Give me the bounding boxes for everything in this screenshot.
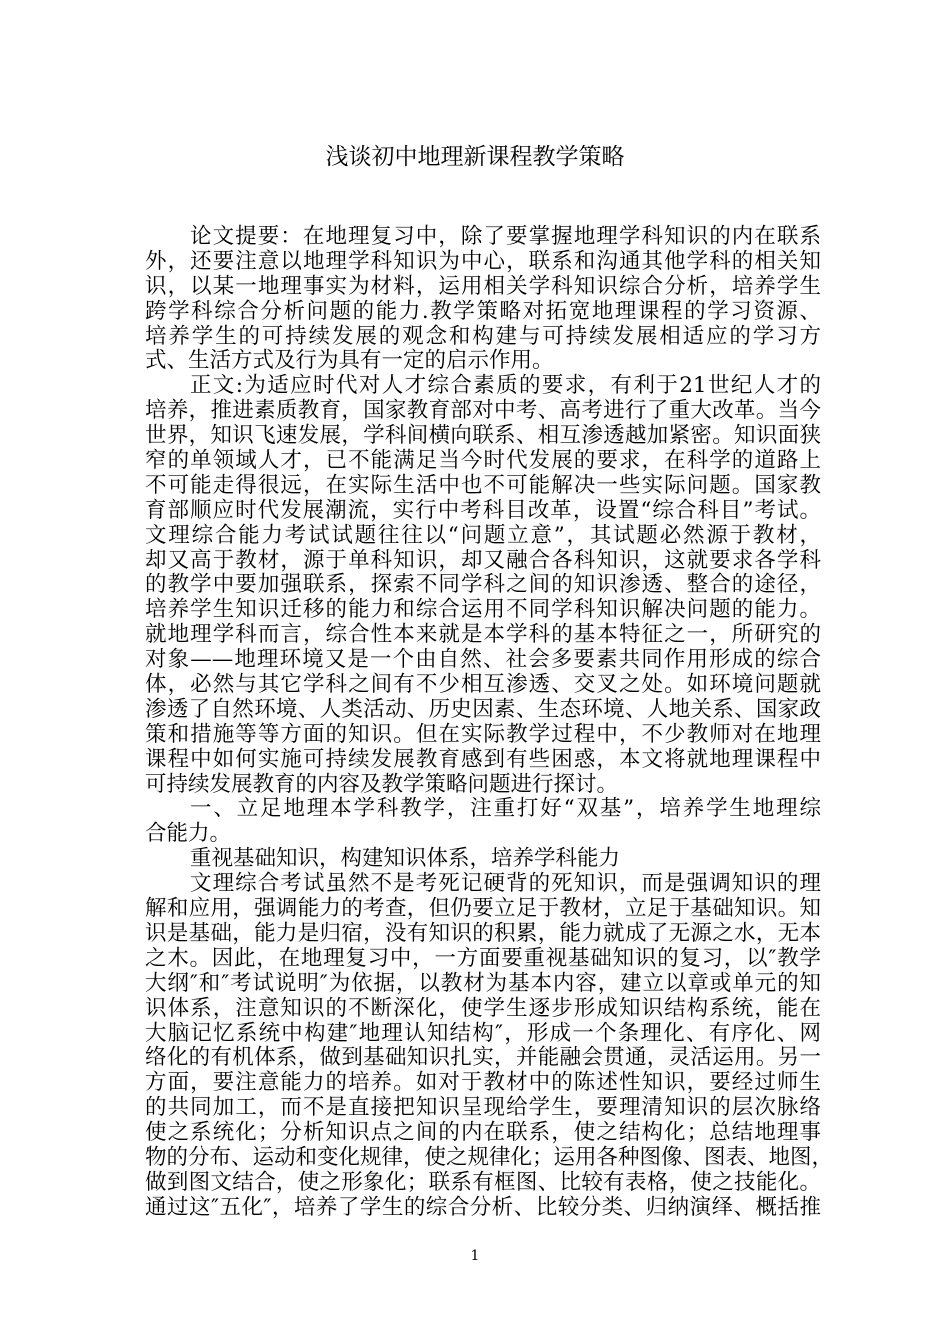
text-line: 就地理学科而言，综合性本来就是本学科的基本特征之一，所研究的 <box>145 622 821 648</box>
text-line: 外，还要注意以地理学科知识为中心，联系和沟通其他学科的相关知 <box>145 248 821 274</box>
text-line: 之木。因此，在地理复习中，一方面要重视基础知识的复习，以″教学 <box>145 945 821 971</box>
section-heading <box>145 797 821 847</box>
text-line: 式、生活方式及行为具有一定的启示作用。 <box>145 348 554 374</box>
text-line: 识体系，注意知识的不断深化，使学生逐步形成知识结构系统，能在 <box>145 995 821 1021</box>
abstract-paragraph <box>145 225 821 374</box>
text-line: 大脑记忆系统中构建″地理认知结构″，形成一个条理化、有序化、网 <box>145 1020 821 1046</box>
document-title: 浅谈初中地理新课程教学策略 <box>325 144 625 170</box>
text-line: 育部顺应时代发展潮流，实行中考科目改革，设置“综合科目”考试。 <box>145 497 821 523</box>
text-line: 使之系统化；分析知识点之间的内在联系，使之结构化；总结地理事 <box>145 1120 821 1146</box>
text-line: 的教学中要加强联系，探索不同学科之间的知识渗透、整合的途径， <box>145 572 821 598</box>
text-line: 大纲″和″考试说明″为依据，以教材为基本内容，建立以章或单元的知 <box>145 970 821 996</box>
text-line: 论文提要：在地理复习中，除了要掌握地理学科知识的内在联系 <box>190 224 821 249</box>
body-paragraph <box>145 871 834 1220</box>
text-line: 却又高于教材，源于单科知识，却又融合各科知识，这就要求各学科 <box>145 547 821 573</box>
text-line: 体，必然与其它学科之间有不少相互渗透、交叉之处。如环境问题就 <box>145 672 821 698</box>
text-line: 正文:为适应时代对人才综合素质的要求，有利于21世纪人才的 <box>190 373 821 399</box>
intro-paragraph <box>145 374 821 797</box>
text-line: 世界，知识飞速发展，学科间横向联系、相互渗透越加紧密。知识面狭 <box>145 423 821 449</box>
text-line: 识，以某一地理事实为材料，运用相关学科知识综合分析，培养学生 <box>145 273 821 299</box>
text-line: 跨学科综合分析问题的能力.教学策略对拓宽地理课程的学习资源、 <box>145 298 821 324</box>
text-line: 识是基础，能力是归宿，没有知识的积累，能力就成了无源之水，无本 <box>145 920 821 946</box>
text-line: 方面，要注意能力的培养。如对于教材中的陈述性知识，要经过师生 <box>145 1070 821 1096</box>
text-line: 的共同加工，而不是直接把知识呈现给学生，要理清知识的层次脉络 <box>145 1095 821 1121</box>
text-line: 窄的单领域人才，已不能满足当今时代发展的要求，在科学的道路上 <box>145 448 821 474</box>
text-line: 解和应用，强调能力的考查，但仍要立足于教材，立足于基础知识。知 <box>145 896 821 922</box>
subsection-heading <box>145 847 821 872</box>
text-line: 文理综合考试虽然不是考死记硬背的死知识，而是强调知识的理 <box>190 871 821 897</box>
text-line: 文理综合能力考试试题往往以“问题立意”，其试题必然源于教材， <box>145 522 821 548</box>
text-line: 做到图文结合，使之形象化；联系有框图、比较有表格，使之技能化。 <box>145 1169 821 1195</box>
text-line: 策和措施等等方面的知识。但在实际教学过程中，不少教师对在地理 <box>145 721 821 747</box>
text-line: 培养，推进素质教育，国家教育部对中考、高考进行了重大改革。当今 <box>145 398 821 424</box>
page-number: 1 <box>470 1248 480 1264</box>
text-line: 课程中如何实施可持续发展教育感到有些困惑，本文将就地理课程中 <box>145 746 821 772</box>
text-line: 培养学生的可持续发展的观念和构建与可持续发展相适应的学习方 <box>145 323 821 349</box>
text-line: 可持续发展教育的内容及教学策略问题进行探讨。 <box>145 771 619 797</box>
text-line: 培养学生知识迁移的能力和综合运用不同学科知识解决问题的能力。 <box>145 597 821 623</box>
text-line: 重视基础知识，构建知识体系，培养学科能力 <box>190 846 621 872</box>
text-line: 络化的有机体系，做到基础知识扎实，并能融会贯通，灵活运用。另一 <box>145 1045 821 1071</box>
document-body <box>145 224 834 1221</box>
text-line: 通过这″五化″，培养了学生的综合分析、比较分类、归纳演绎、概括推 <box>145 1194 821 1220</box>
text-line: 物的分布、运动和变化规律，使之规律化；运用各种图像、图表、地图， <box>145 1144 834 1170</box>
text-line: 合能力。 <box>145 821 232 847</box>
text-line: 对象——地理环境又是一个由自然、社会多要素共同作用形成的综合 <box>145 647 821 673</box>
text-line: 不可能走得很远，在实际生活中也不可能解决一些实际问题。国家教 <box>145 472 821 498</box>
text-line: 渗透了自然环境、人类活动、历史因素、生态环境、人地关系、国家政 <box>145 696 821 722</box>
text-line: 一、立足地理本学科教学，注重打好“双基”，培养学生地理综 <box>190 796 821 822</box>
